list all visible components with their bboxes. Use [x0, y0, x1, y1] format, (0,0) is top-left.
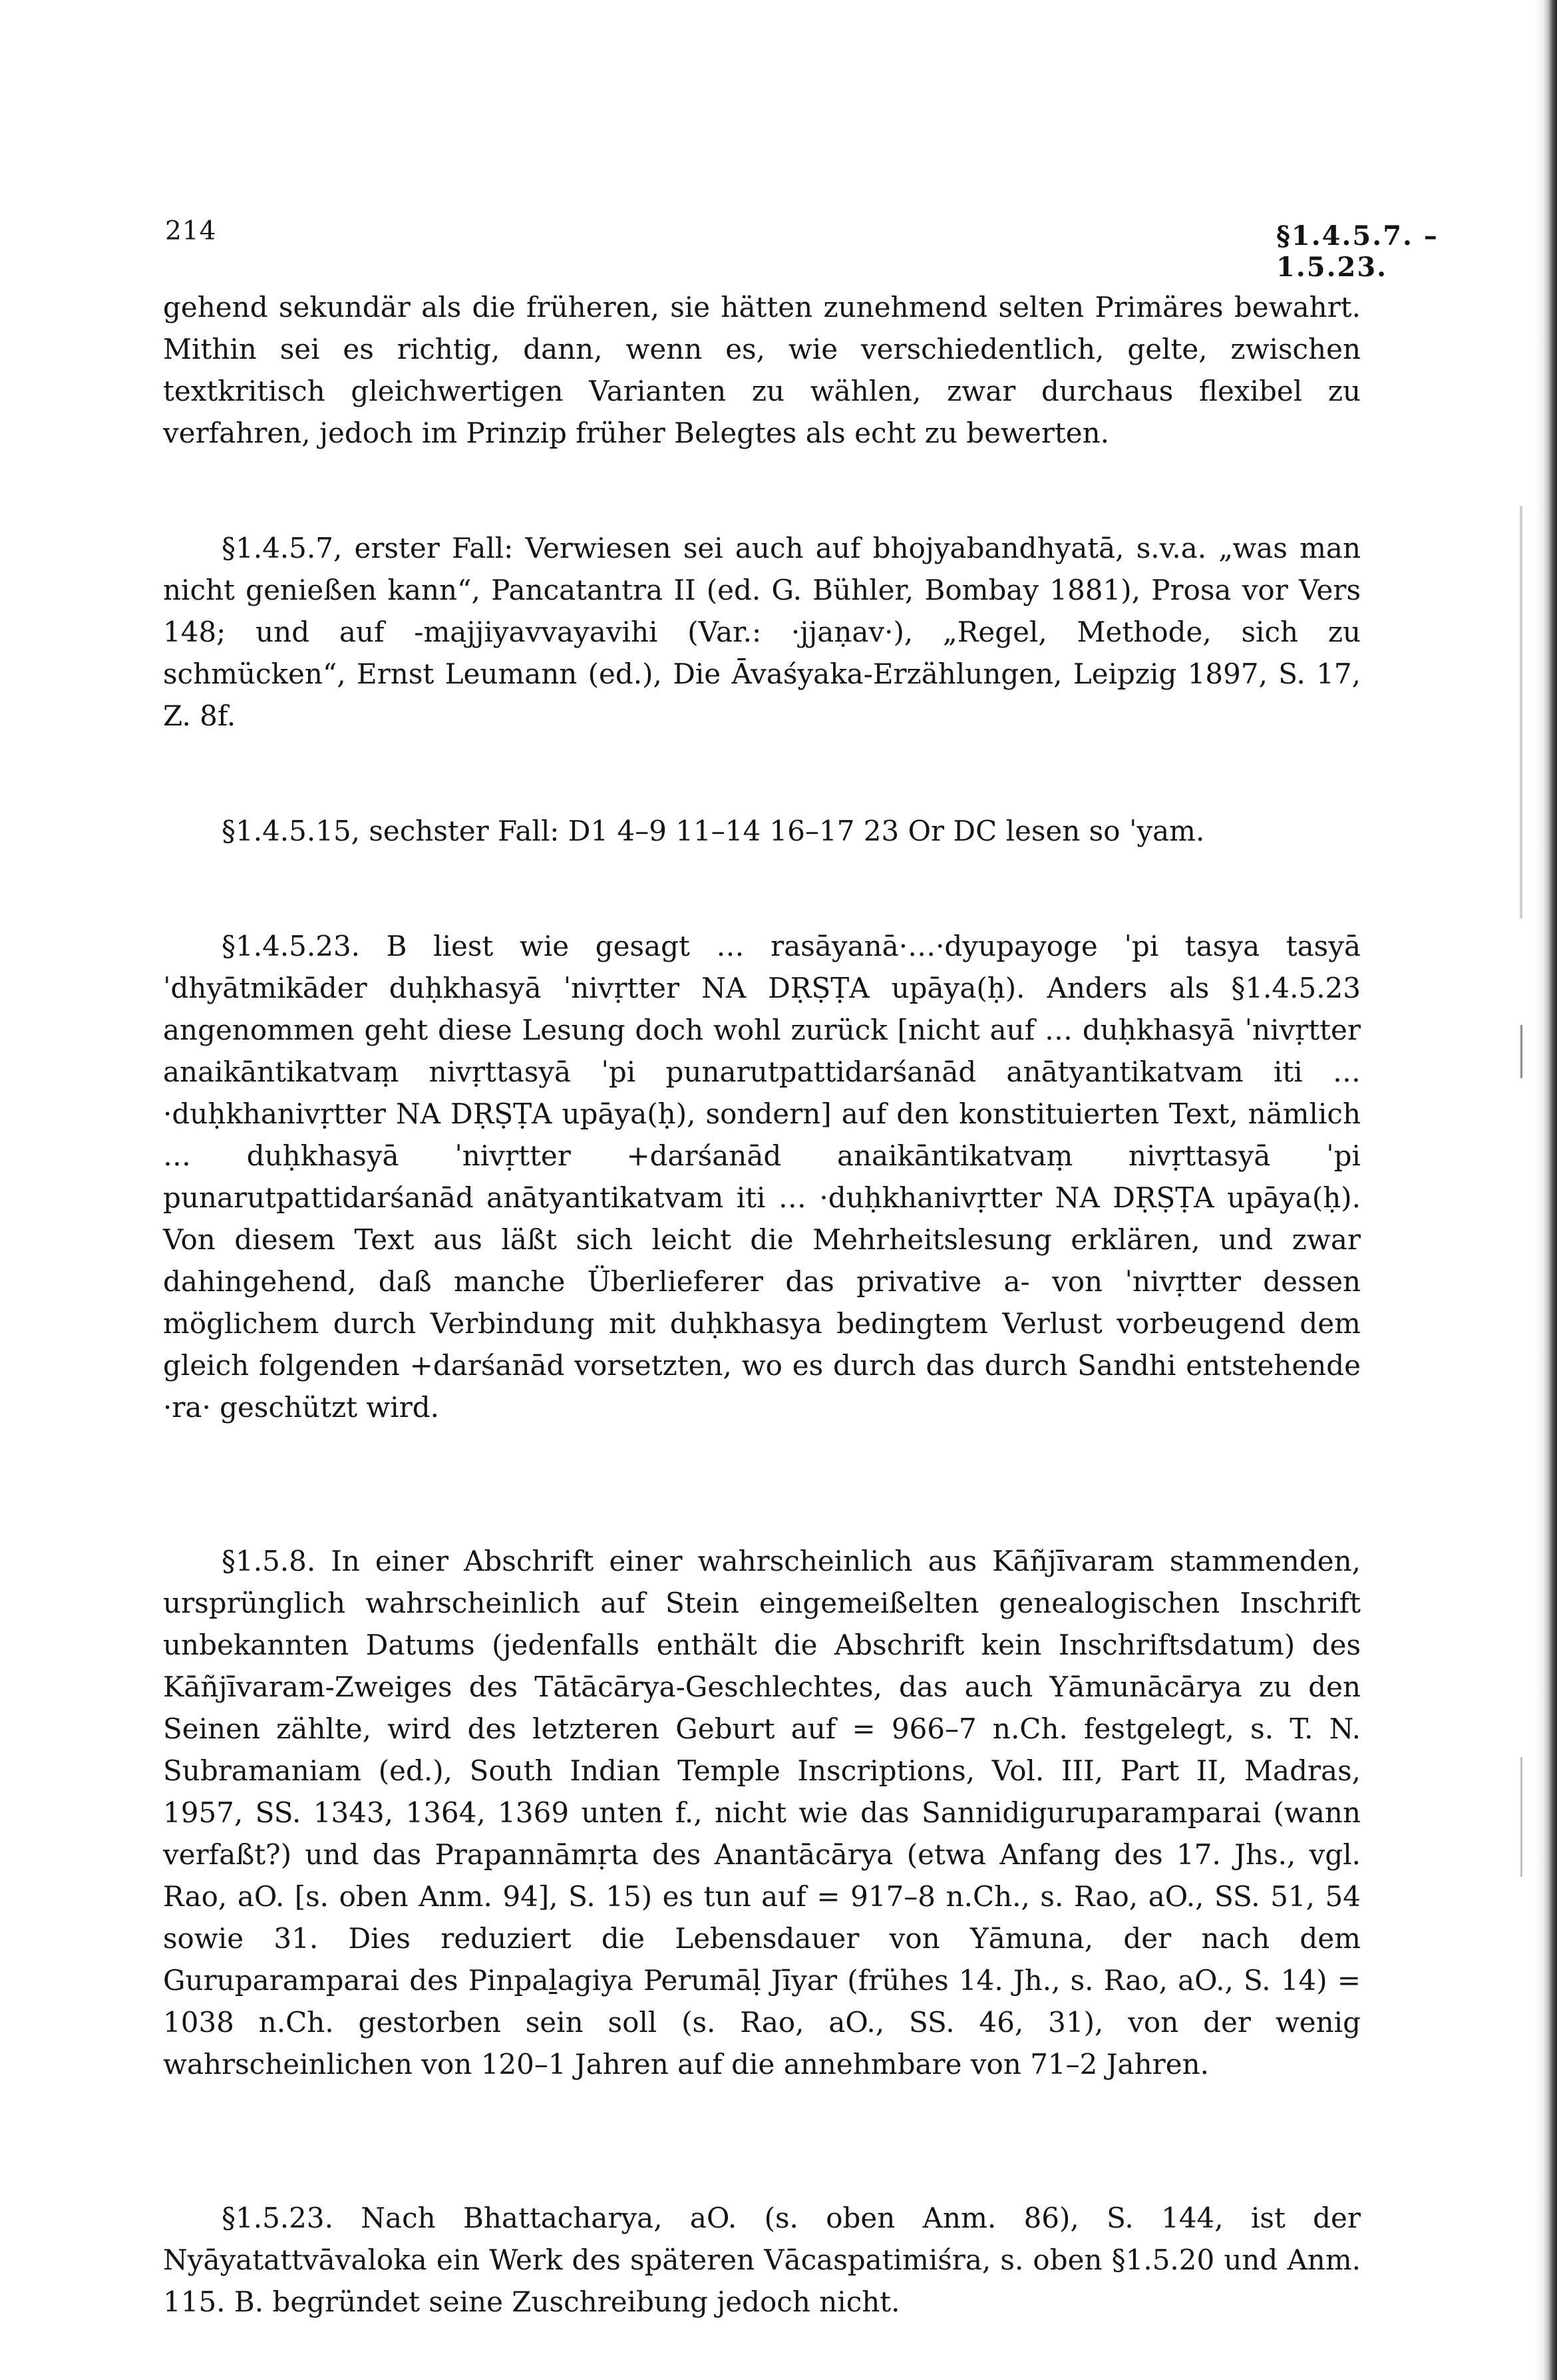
page-header	[0, 216, 1557, 283]
paragraph-continuation: gehend sekundär als die früheren, sie hätten zunehmend selten Primäres bewahrt. Mithin sei es richtig, dann, wenn es, wie verschiedentlich, gelte, zwischen textkritisch gleichwertigen Varianten zu wählen, zwar durchaus flexibel zu verfahren, jedoch im Prinzip früher Belegtes als echt zu bewerten.	[163, 291, 1361, 449]
page-number: 214	[165, 216, 217, 246]
paragraph-1-4-5-15: §1.4.5.15, sechster Fall: D1 4–9 11–14 16–17 23 Or DC lesen so ˈyam.	[222, 815, 1205, 847]
binding-mark	[1520, 1025, 1522, 1078]
binding-mark	[1520, 506, 1522, 918]
binding-edge-shadow	[1536, 0, 1557, 2380]
body-text	[163, 286, 1361, 2323]
paragraph-1-4-5-23: §1.4.5.23. B liest wie gesagt … rasāyanā·…·dyupayoge ˈpi tasya tasyā ˈdhyātmikāder duḥkhasyā ˈnivṛtter NA DṚṢṬA upāya(ḥ). Anders als §1.4.5.23 angenommen geht diese Lesung doch wohl zurück [nicht auf … duḥkhasyā ˈnivṛtter anaikāntikatvaṃ nivṛttasyā ˈpi punarutpattidarśanād anātyantikatvam iti … ·duḥkhanivṛtter NA DṚṢṬA upāya(ḥ), sondern] auf den konstituierten Text, nämlich … duḥkhasyā ˈnivṛtter +darśanād anaikāntikatvaṃ nivṛttasyā ˈpi punarutpattidarśanād anātyantikatvam iti … ·duḥkhanivṛtter NA DṚṢṬA upāya(ḥ). Von diesem Text aus läßt sich leicht die Mehrheitslesung erklären, und zwar dahingehend, daß manche Überlieferer das privative a- von ˈnivṛtter dessen möglichem durch Verbindung mit duḥkhasya bedingtem Verlust vorbeugend dem gleich folgenden +darśanād vorsetzten, wo es durch das durch Sandhi entstehende ·ra· geschützt wird.	[163, 930, 1361, 1424]
binding-mark	[1520, 1757, 1522, 1877]
paragraph-1-5-23: §1.5.23. Nach Bhattacharya, aO. (s. oben Anm. 86), S. 144, ist der Nyāyatattvāvaloka ein Werk des späteren Vācaspatimiśra, s. oben §1.5.20 und Anm. 115. B. begründet seine Zuschreibung jedoch nicht.	[163, 2202, 1361, 2318]
running-head: §1.4.5.7. – 1.5.23.	[1276, 220, 1439, 283]
paragraph-1-4-5-7: §1.4.5.7, erster Fall: Verwiesen sei auch auf bhojyabandhyatā, s.v.a. „was man nicht genießen kann“, Pancatantra II (ed. G. Bühler, Bombay 1881), Prosa vor Vers 148; und auf -majjiyavvayavihi (Var.: ·jjaṇav·), „Regel, Methode, sich zu schmücken“, Ernst Leumann (ed.), Die Āvaśyaka-Erzählungen, Leipzig 1897, S. 17, Z. 8f.	[163, 532, 1361, 732]
paragraph-1-5-8: §1.5.8. In einer Abschrift einer wahrscheinlich aus Kāñjīvaram stammenden, ursprünglich wahrscheinlich auf Stein eingemeißelten genealogischen Inschrift unbekannten Datums (jedenfalls enthält die Abschrift kein Inschriftsdatum) des Kāñjīvaram-Zweiges des Tātācārya-Geschlechtes, das auch Yāmunācārya zu den Seinen zählte, wird des letzteren Geburt auf = 966–7 n.Ch. festgelegt, s. T. N. Subramaniam (ed.), South Indian Temple Inscriptions, Vol. III, Part II, Madras, 1957, SS. 1343, 1364, 1369 unten f., nicht wie das Sannidiguruparamparai (wann verfaßt?) und das Prapannāmṛta des Anantācārya (etwa Anfang des 17. Jhs., vgl. Rao, aO. [s. oben Anm. 94], S. 15) es tun auf = 917–8 n.Ch., s. Rao, aO., SS. 51, 54 sowie 31. Dies reduziert die Lebensdauer von Yāmuna, der nach dem Guruparamparai des Pinpaḻagiya Perumāḷ Jīyar (frühes 14. Jh., s. Rao, aO., S. 14) = 1038 n.Ch. gestorben sein soll (s. Rao, aO., SS. 46, 31), von der wenig wahrscheinlichen von 120–1 Jahren auf die annehmbare von 71–2 Jahren.	[163, 1545, 1361, 2081]
